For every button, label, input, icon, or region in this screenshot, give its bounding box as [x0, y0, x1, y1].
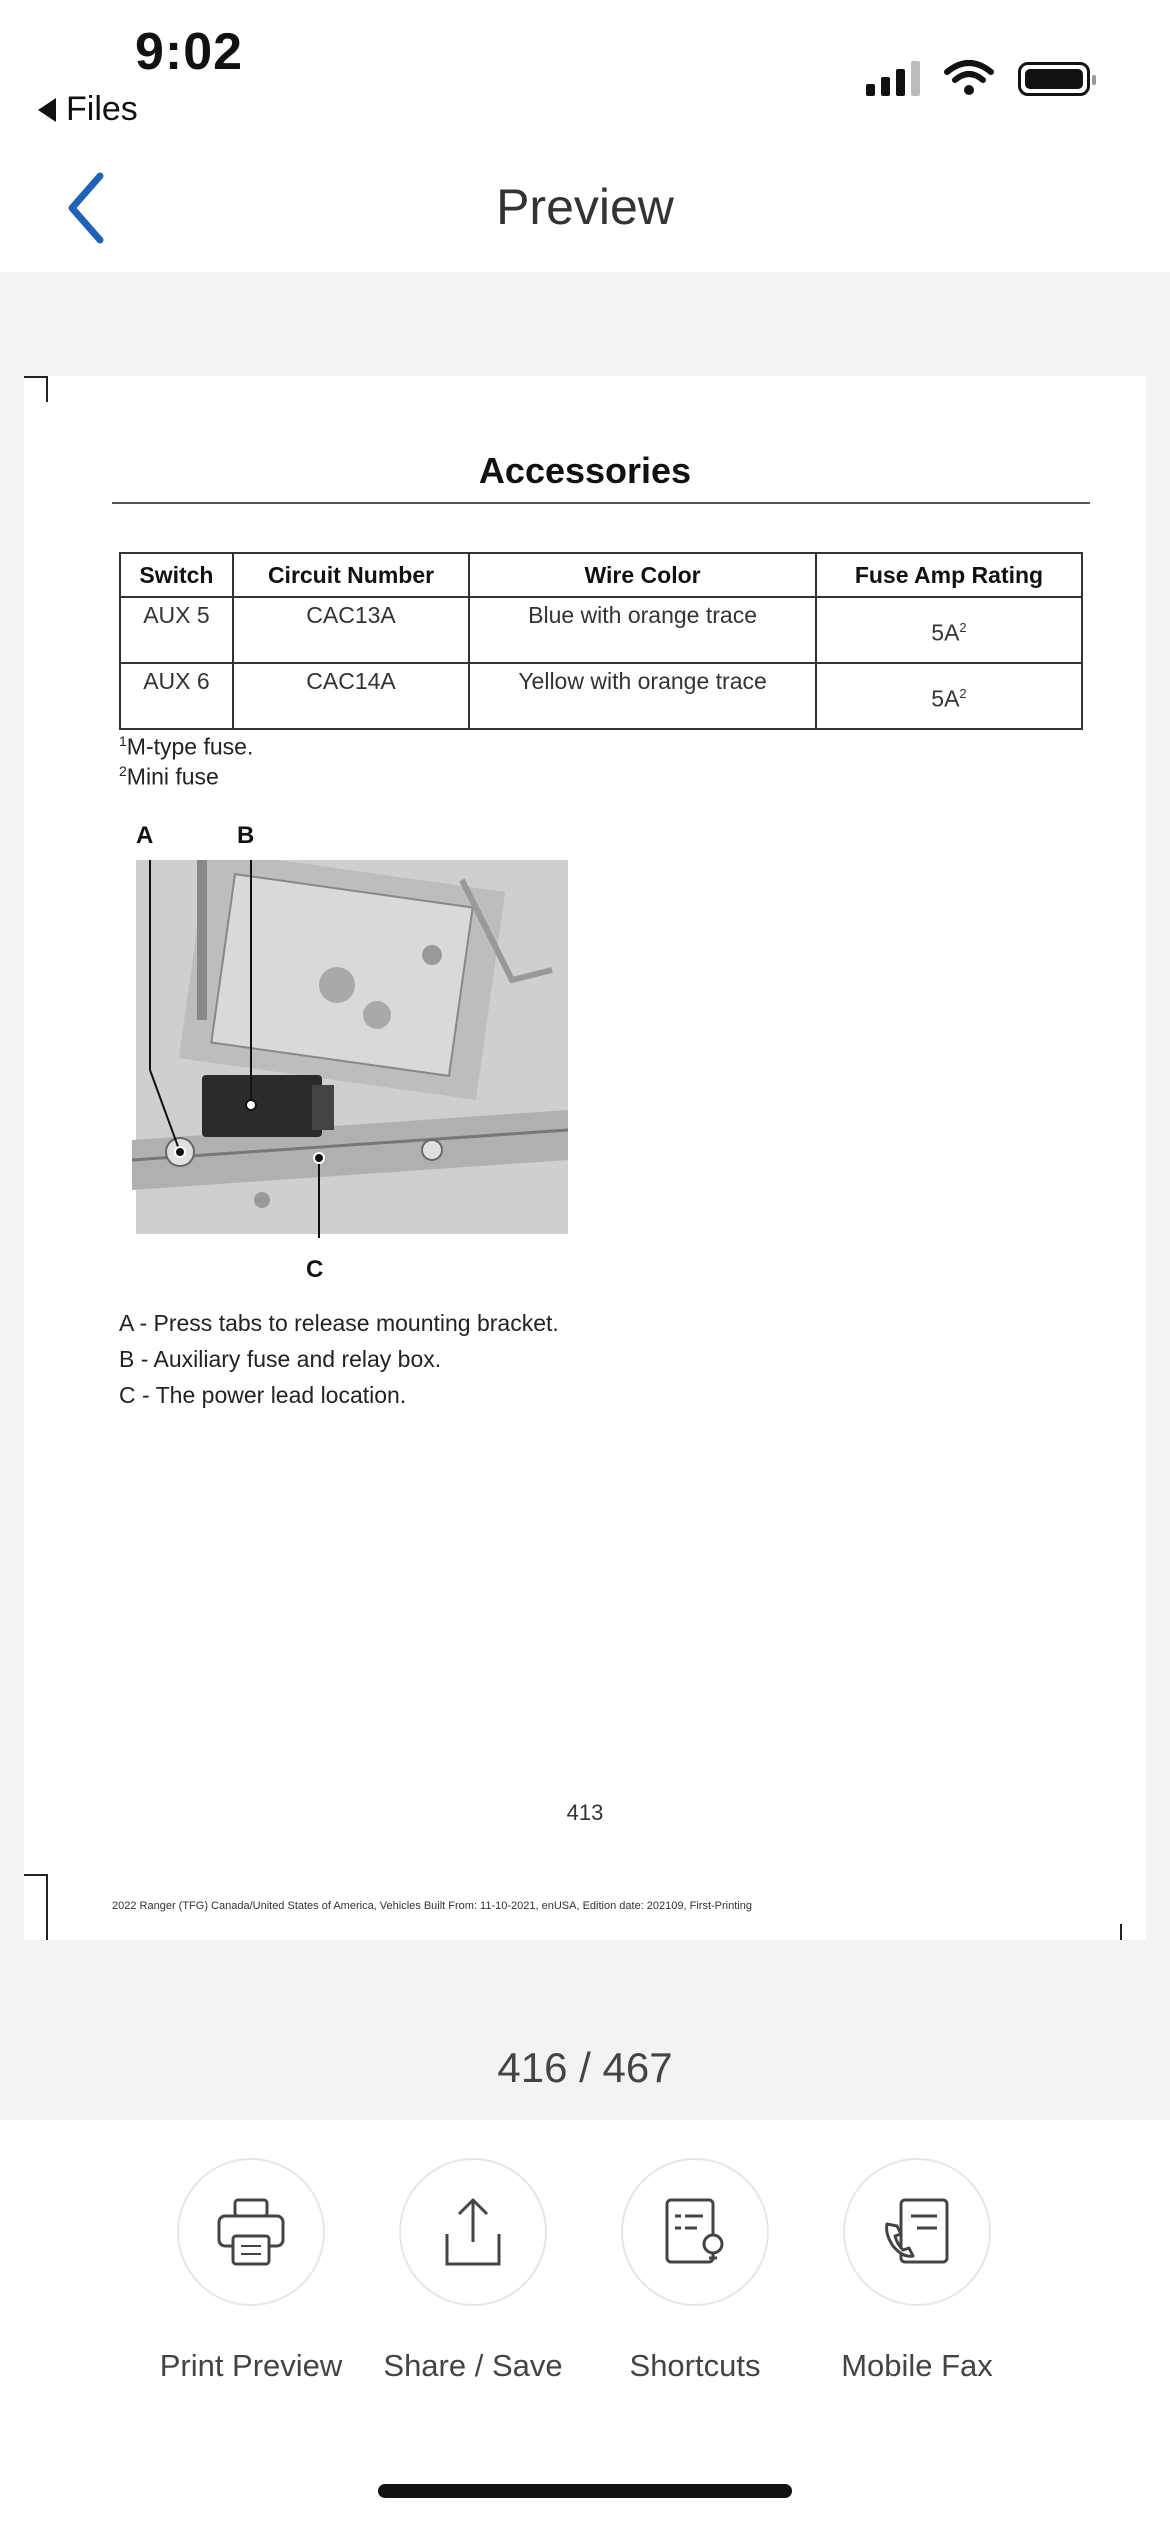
crop-mark	[46, 1874, 48, 1940]
share-save-button[interactable]	[363, 2158, 583, 2384]
page-counter: 416 / 467	[497, 2044, 673, 2091]
column-header: Fuse Amp Rating	[816, 553, 1082, 597]
wire-color-cell: Blue with orange trace	[469, 597, 816, 663]
figure-label-a: A	[136, 822, 154, 849]
footnote: $^1$M-type fuse.	[119, 733, 254, 760]
mobile-fax-button[interactable]	[807, 2158, 1027, 2384]
status-icons	[866, 58, 1090, 96]
nav-title: Preview	[496, 179, 674, 235]
document-page	[24, 376, 1146, 1940]
navigation-bar	[0, 150, 1170, 270]
fuse-rating-cell	[816, 663, 1082, 729]
print-preview-button[interactable]	[141, 2158, 361, 2384]
column-header: Switch	[120, 553, 233, 597]
action-label: Shortcuts	[629, 2348, 761, 2383]
legend-item: C - The power lead location.	[119, 1382, 407, 1408]
figure-label-b: B	[237, 822, 255, 849]
circuit-cell: CAC13A	[233, 597, 469, 663]
footnote: $^2$Mini fuse	[119, 763, 219, 790]
table-header-row	[120, 553, 1082, 597]
crop-mark	[1120, 1924, 1122, 1940]
fuse-footnote-mark: 2	[959, 685, 967, 701]
action-label: Print Preview	[159, 2348, 343, 2383]
figure-label-c: C	[306, 1256, 324, 1283]
back-to-app-link[interactable]	[38, 90, 138, 129]
fax-icon	[879, 2194, 955, 2270]
back-triangle-icon	[38, 98, 56, 122]
share-icon	[435, 2194, 511, 2270]
document-footer: 2022 Ranger (TFG) Canada/United States of America, Vehicles Built From: 11-10-2021, enUSA, Edition date: 202109, First-Printing	[112, 1900, 752, 1912]
action-label: Mobile Fax	[841, 2348, 993, 2383]
fuse-footnote-mark: 2	[959, 619, 967, 635]
fuse-rating-value: 5A	[931, 619, 960, 646]
table-row	[120, 663, 1082, 729]
table-row	[120, 597, 1082, 663]
crop-mark	[24, 376, 48, 378]
shortcuts-icon	[657, 2194, 733, 2270]
battery-icon	[1018, 62, 1090, 96]
cellular-signal-icon	[866, 60, 920, 96]
legend-item: A - Press tabs to release mounting bracket.	[119, 1310, 559, 1336]
back-app-label: Files	[66, 90, 138, 128]
page-number: 413	[566, 1800, 604, 1825]
wire-color-cell: Yellow with orange trace	[469, 663, 816, 729]
shortcuts-button[interactable]	[585, 2158, 805, 2384]
printer-icon	[213, 2194, 289, 2270]
crop-mark	[46, 376, 48, 402]
fuse-table	[119, 552, 1083, 730]
home-indicator[interactable]	[378, 2484, 792, 2498]
action-bar	[0, 2120, 1170, 2532]
document-heading: Accessories	[478, 450, 692, 491]
status-time: 9:02	[135, 23, 244, 81]
circuit-cell: CAC14A	[233, 663, 469, 729]
fuse-box-photo	[132, 860, 568, 1238]
column-header: Circuit Number	[233, 553, 469, 597]
column-header: Wire Color	[469, 553, 816, 597]
fuse-rating-value: 5A	[931, 685, 960, 712]
heading-rule	[112, 502, 1090, 504]
switch-cell: AUX 5	[120, 597, 233, 663]
legend-item: B - Auxiliary fuse and relay box.	[119, 1346, 442, 1372]
wifi-icon	[944, 58, 994, 96]
action-label: Share / Save	[383, 2348, 563, 2383]
crop-mark	[24, 1874, 48, 1876]
fuse-rating-cell	[816, 597, 1082, 663]
switch-cell: AUX 6	[120, 663, 233, 729]
